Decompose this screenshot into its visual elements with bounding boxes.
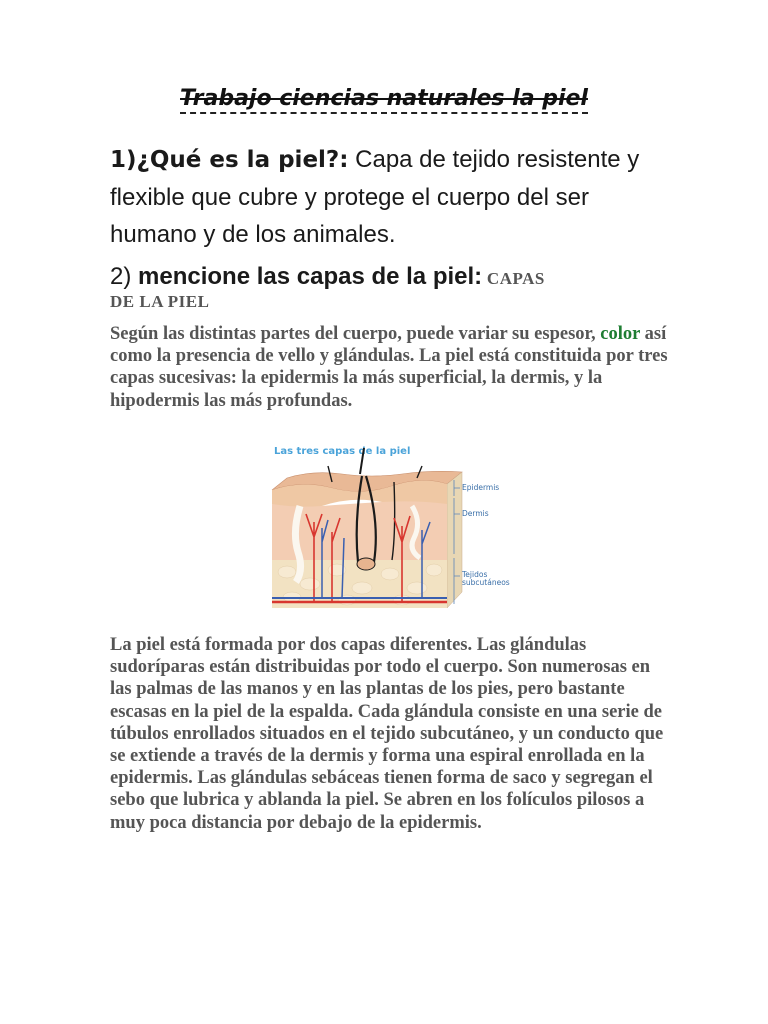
label-epidermis: Epidermis [462,483,500,492]
block-right-face [447,472,462,608]
label-subcutaneous-2: subcutáneos [462,578,510,587]
document-title [0,86,768,111]
question-2-label: mencione las capas de la piel: [138,263,483,290]
document-title-text: Trabajo ciencias naturales la piel [180,86,588,114]
color-link[interactable]: color [600,324,641,344]
question-1 [110,141,670,253]
hair-follicle-1 [360,448,364,474]
section-heading-a: CAPAS [482,269,545,288]
figure-title: Las tres capas de la piel [274,446,411,457]
skin-layers-figure [262,442,522,614]
paragraph-layers [110,323,670,412]
question-1-label: 1)¿Qué es la piel?: [110,147,349,173]
question-2 [110,263,670,312]
paragraph-1-after: así como la presencia de vello y glándulas. La piel está constituida por tres capas sucesivas: la epidermis la más superficial, la dermis, y la hipodermis las más profundas. [110,324,668,411]
paragraph-glands: La piel está formada por dos capas diferentes. Las glándulas sudoríparas están distribuidas por todo el cuerpo. Son numerosas en las palmas de las manos y en las plantas de los pies, pero bastante escasas en la piel de la espalda. Cada glándula consiste en una serie de túbulos enrollados situados en el tejido subcutáneo, y un conducto que se extiende a través de la dermis y forma una espiral enrollada en la epidermis. Las glándulas sebáceas tienen forma de saco y segregan el sebo que lubrica y ablanda la piel. Se abren en los folículos pilosos a muy poca distancia por debajo de la epidermis. [110,635,664,833]
label-dermis: Dermis [462,509,489,518]
skin-cross-section-illustration [262,442,522,614]
section-heading-b: DE LA PIEL [110,292,210,311]
paragraph-1-before: Según las distintas partes del cuerpo, puede variar su espesor, [110,324,601,344]
question-2-number: 2) [110,263,139,290]
question-1-answer: Capa de tejido resistente y flexible que cubre y protege el cuerpo del ser humano y de los animales. [110,146,640,248]
label-subcutaneous-1: Tejidos [462,570,488,579]
